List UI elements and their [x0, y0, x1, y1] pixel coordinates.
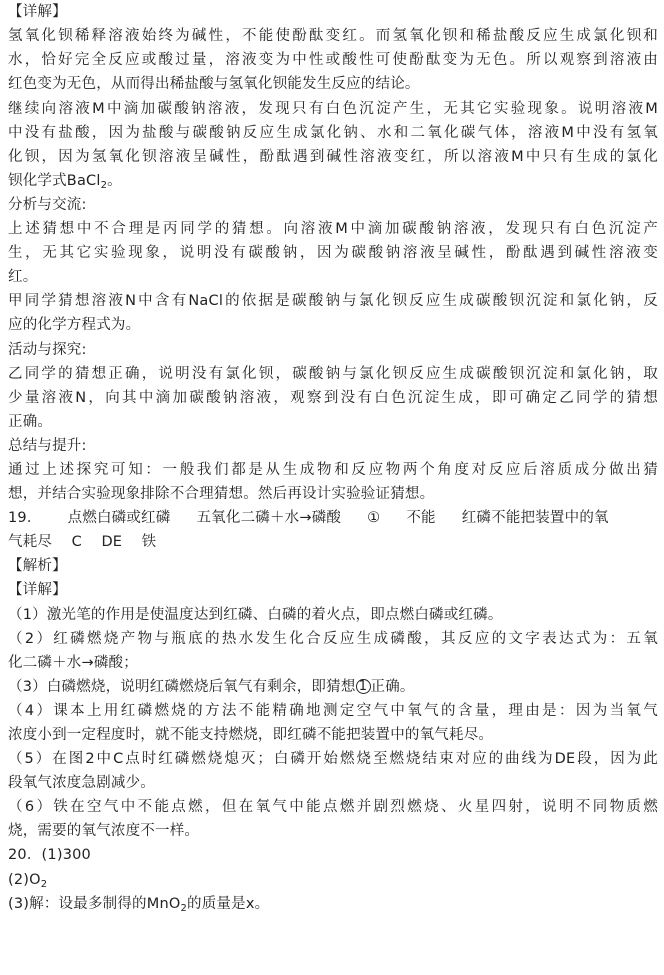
- paragraph-line: [8, 675, 658, 699]
- paragraph-line: [8, 868, 658, 892]
- answer-3: ①: [367, 510, 381, 527]
- question-number: 19．: [8, 510, 42, 527]
- answer-4: 不能: [406, 510, 436, 527]
- paragraph-line: [8, 169, 658, 193]
- paragraph-line: 氢氧化钡稀释溶液始终为碱性，不能使酚酞变红。而氢氧化钡和稀盐酸反应生成氯化钡和: [8, 28, 658, 45]
- document-page: [8, 0, 658, 916]
- circled-number: 1: [356, 679, 371, 694]
- formula-text: 钡化学式BaCl: [8, 172, 101, 189]
- paragraph-line: （1）激光笔的作用是使温度达到红磷、白磷的着火点，即点燃白磷或红磷。: [8, 606, 503, 623]
- text-segment: （3）白磷燃烧，说明红磷燃烧后氧气有剩余，即猜想: [8, 678, 356, 695]
- paragraph-line: 水，恰好完全反应或酸过量，溶液变为中性或酸性可使酚酞变为无色。所以观察到溶液由: [8, 52, 658, 69]
- paragraph-line: 段氧气浓度急剧减少。: [8, 775, 155, 792]
- paragraph-line: 想，并结合实验现象排除不合理猜想。然后再设计实验验证猜想。: [8, 486, 435, 503]
- summary-title: 总结与提升:: [8, 437, 87, 454]
- activity-title: 活动与探究:: [8, 341, 87, 358]
- paragraph-line: 甲同学猜想溶液N中含有NaCl的依据是碳酸钠与氯化钡反应生成碳酸钡沉淀和氯化钠，反: [8, 293, 658, 310]
- paragraph-line: 烧，需要的氧气浓度不一样。: [8, 823, 200, 840]
- paragraph-line: 继续向溶液M中滴加碳酸钠溶液，发现只有白色沉淀产生，无其它实验现象。说明溶液M: [8, 100, 658, 117]
- paragraph-line: （2）红磷燃烧产物与瓶底的热水发生化合反应生成磷酸，其反应的文字表达式为：五氧: [8, 630, 658, 647]
- answer-2: 五氧化二磷＋水→磷酸: [196, 510, 342, 527]
- question-19-answers: [8, 506, 658, 530]
- paragraph-line: 生，无其它实验现象，说明没有碳酸钠，因为碳酸钠溶液呈碱性，酚酞遇到碱性溶液变: [8, 245, 658, 262]
- paragraph-line: 浓度小到一定程度时，就不能支持燃烧，即红磷不能把装置中的氧气耗尽。: [8, 727, 494, 743]
- paragraph-line: （4）课本上用红磷燃烧的方法不能精确地测定空气中氧气的含量，理由是：因为当氧气: [8, 702, 658, 719]
- paragraph-line: 红。: [8, 269, 38, 286]
- formula-subscript: 2: [40, 878, 48, 890]
- answer-5: 红磷不能把装置中的氧: [461, 510, 609, 527]
- paragraph-line: [8, 892, 658, 916]
- answer-1: 点燃白磷或红磷: [67, 510, 171, 527]
- paragraph-line: 少量溶液N，向其中滴加碳酸钠溶液，观察到没有白色沉淀生成，即可确定乙同学的猜想: [8, 389, 658, 406]
- paragraph-line: 化钡，因为氢氧化钡溶液呈碱性，酚酞遇到碱性溶液变红，所以溶液M中只有生成的氯化: [8, 148, 658, 165]
- detail-header: 【详解】: [8, 4, 67, 21]
- paragraph-line: 中没有盐酸，因为盐酸与碳酸钠反应生成氯化钠、水和二氧化碳气体，溶液M中没有氢氧: [8, 124, 658, 141]
- paragraph-line: 20．(1)300: [8, 847, 91, 864]
- paragraph-line: 化二磷＋水→磷酸；: [8, 654, 138, 671]
- formula-text: (3)解：设最多制得的MnO: [8, 895, 181, 912]
- formula-end: 。: [107, 172, 122, 189]
- paragraph-line: 乙同学的猜想正确，说明没有氯化钡，碳酸钠与氯化钡反应生成碳酸钡沉淀和氯化钠，取: [8, 365, 658, 382]
- paragraph-line: （5）在图2中C点时红磷燃烧熄灭；白磷开始燃烧至燃烧结束对应的曲线为DE段，因为此: [8, 751, 658, 768]
- paragraph-line: 正确。: [8, 413, 53, 430]
- paragraph-line: 气耗尽 C DE 铁: [8, 534, 157, 551]
- paragraph-line: 红色变为无色，从而得出稀盐酸与氢氧化钡能发生反应的结论。: [8, 76, 420, 93]
- formula-end: 的质量是x。: [187, 895, 270, 912]
- paragraph-line: 通过上述探究可知：一般我们都是从生成物和反应物两个角度对反应后溶质成分做出猜: [8, 461, 658, 478]
- paragraph-line: 上述猜想中不合理是丙同学的猜想。向溶液M中滴加碳酸钠溶液，发现只有白色沉淀产: [8, 221, 658, 238]
- paragraph-line: 应的化学方程式为。: [8, 317, 141, 334]
- formula-subscript: 2: [100, 179, 108, 191]
- analysis-header: 【解析】: [8, 558, 67, 575]
- formula-subscript: 2: [180, 902, 188, 914]
- text-segment: 正确。: [370, 678, 415, 695]
- formula-text: (2)O: [8, 871, 41, 888]
- analysis-title: 分析与交流:: [8, 196, 87, 213]
- detail-header: 【详解】: [8, 582, 67, 599]
- paragraph-line: （6）铁在空气中不能点燃，但在氧气中能点燃并剧烈燃烧、火星四射，说明不同物质燃: [8, 799, 658, 816]
